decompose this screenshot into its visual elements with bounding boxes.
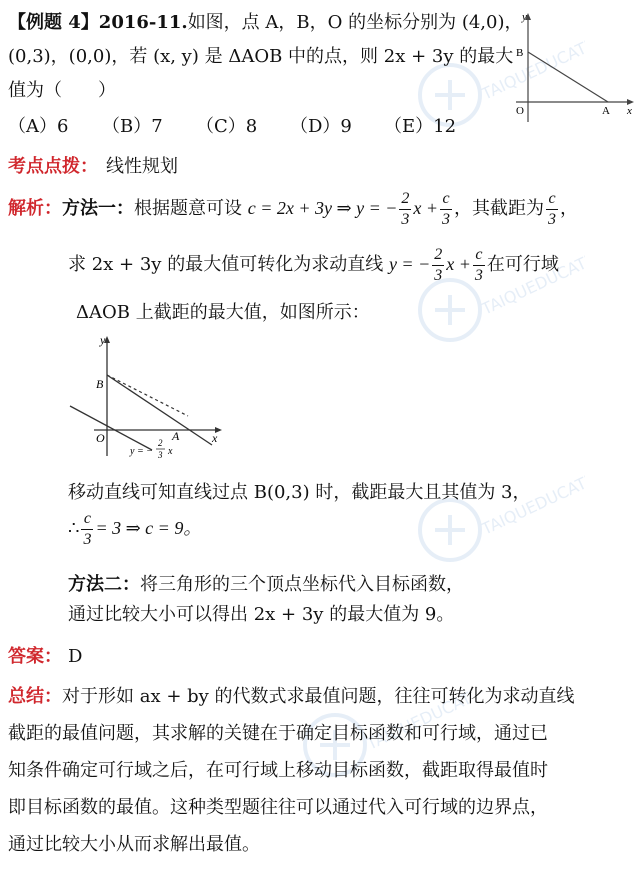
summary-row-4: 即目标函数的最值。这种类型题往往可以通过代入可行域的边界点， <box>8 797 548 818</box>
large-x-label: x <box>212 431 218 445</box>
summary-label: 总结： <box>8 686 62 707</box>
kaodian-row <box>8 152 178 178</box>
problem-line-3: 值为（ ） <box>8 80 116 101</box>
fraction: $\frac{c}{3}$ <box>442 189 450 228</box>
fraction: $\frac{2}{3}$ <box>401 189 410 228</box>
jiexi-row-2: 求 2x + 3y 的最大值可转化为求动直线 y = − $\frac{2}{3}$ x + $\frac{c}{3}$ 在可行域 <box>68 245 559 284</box>
line-label: y = − <box>130 446 153 457</box>
method2-row-2: 通过比较大小可以得出 2x + 3y 的最大值为 9。 <box>68 604 455 625</box>
svg-text:TAIQUEDUCATION: TAIQUEDUCATION <box>478 475 585 539</box>
summary-row-5: 通过比较大小从而求解出最值。 <box>8 834 260 855</box>
svg-text:TAIQUEDUCATION: TAIQUEDUCATION <box>478 40 585 104</box>
svg-text:2: 2 <box>158 438 163 448</box>
svg-text:TAIQUEDUCATION: TAIQUEDUCATION <box>363 690 470 754</box>
summary-row-3: 知条件确定可行域之后，在可行域上移动目标函数，截距取得最值时 <box>8 760 548 781</box>
small-a-label: A <box>602 105 610 117</box>
jiexi-label: 解析： <box>8 198 62 219</box>
small-o-label: O <box>516 105 524 117</box>
equation: c = 2x + 3y ⇒ y = − <box>247 198 398 218</box>
large-a-label: A <box>172 429 180 443</box>
problem-tag: 【例题 4】 <box>8 12 99 33</box>
options-row <box>8 112 456 138</box>
fraction: $\frac{c}{3}$ <box>548 189 556 228</box>
option-e[interactable]: （E）12 <box>384 116 457 137</box>
problem-year: 2016-11. <box>98 12 188 33</box>
large-o-label: O <box>96 431 105 445</box>
small-triangle-figure <box>508 10 636 128</box>
svg-text:TAIQUEDUCATION: TAIQUEDUCATION <box>478 255 585 319</box>
large-y-label: y <box>100 333 106 347</box>
feasible-region-figure <box>64 332 234 462</box>
jiexi-text: 根据题意可设 <box>134 198 242 219</box>
answer-label: 答案： <box>8 646 62 667</box>
jiexi-row-4: 移动直线可知直线过点 B(0,3) 时，截距最大且其值为 3， <box>68 482 531 503</box>
jiexi-row-5: ∴ $\frac{c}{3}$ = 3 ⇒ c = 9。 <box>68 509 202 548</box>
problem-line-2: (0,3)，(0,0)，若 (x, y) 是 ΔAOB 中的点，则 2x + 3y 的最大 <box>8 46 514 67</box>
problem-text: 如图，点 A，B，O 的坐标分别为 (4,0)， <box>187 12 523 33</box>
large-b-label: B <box>96 377 104 391</box>
fraction: $\frac{c}{3}$ <box>474 245 483 284</box>
small-x-label: x <box>627 105 632 117</box>
small-y-label: y <box>522 11 527 23</box>
method1-label: 方法一： <box>62 198 134 219</box>
problem-line-1 <box>8 8 523 34</box>
jiexi-row-1: 解析：方法一：根据题意可设 c = 2x + 3y ⇒ y = − $\frac{2}{3}$ x + $\frac{c}{3}$ ，其截距为 $\frac{c}{3}$ ， <box>8 189 578 228</box>
summary-row-1: 总结：对于形如 ax + by 的代数式求最值问题，往往可转化为求动直线 <box>8 686 575 707</box>
summary-row-2: 截距的最值问题，其求解的关键在于确定目标函数和可行域，通过已 <box>8 723 548 744</box>
fraction: $\frac{2}{3}$ <box>434 245 443 284</box>
svg-text:x: x <box>168 446 173 457</box>
jiexi-row-3: ΔAOB 上截距的最大值，如图所示： <box>76 302 370 323</box>
method2-label: 方法二： <box>68 574 140 595</box>
small-b-label: B <box>516 47 524 59</box>
answer-row <box>8 642 82 668</box>
method2-row-1: 方法二：将三角形的三个顶点坐标代入目标函数， <box>68 574 464 595</box>
fraction: $\frac{c}{3}$ <box>83 509 92 548</box>
option-b[interactable]: （B）7 <box>102 116 163 137</box>
option-a[interactable]: （A）6 <box>8 116 69 137</box>
answer-value: D <box>68 646 83 667</box>
option-c[interactable]: （C）8 <box>196 116 258 137</box>
kaodian-label: 考点点拨： <box>8 156 98 177</box>
option-d[interactable]: （D）9 <box>290 116 352 137</box>
kaodian-text: 线性规划 <box>106 156 178 177</box>
svg-text:3: 3 <box>158 450 163 460</box>
